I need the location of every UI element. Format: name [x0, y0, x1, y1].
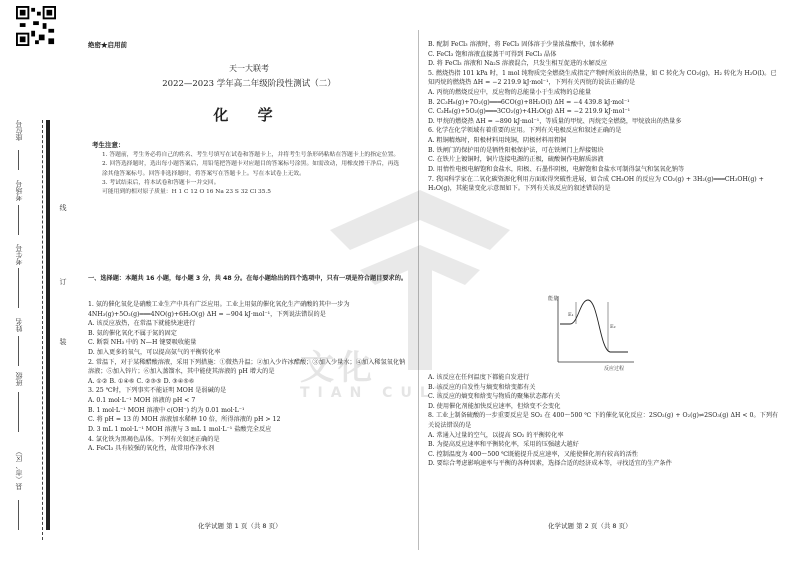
class-line	[18, 392, 19, 432]
cut-mark-line: 线	[59, 204, 67, 211]
question-text: 8. 工业上制备硫酸的一步重要反应是 SO₂ 在 400～500 ℃ 下的催化氧化反应：2SO₂(g) + O₂(g)⇌2SO₃(g) ΔH < 0。下列有关说法错误的是	[428, 412, 779, 430]
option-text: A. ①② B. ①④⑥ C. ②③⑤ D. ③④⑤⑥	[88, 377, 195, 385]
exam-room-line	[18, 205, 19, 235]
option-text: D. 将 FeCl₃ 溶液和 Na₂S 溶液混合，只发生相互促进的水解反应	[428, 60, 608, 68]
student-number-label: 考生号	[15, 244, 23, 265]
option-text: A. FeCl₃ 具有较强的氧化性，故常用作净水剂	[88, 445, 215, 453]
energy-diagram	[548, 292, 638, 372]
cut-mark-seal: 装	[59, 338, 67, 345]
qr-code	[16, 6, 56, 46]
option-text: B. 2C₃H₈(g)+7O₂(g)═══6CO(g)+8H₂O(l) ΔH = −4 439.8 kJ·mol⁻¹	[428, 98, 630, 106]
option-text: A. 粗铜精炼时，阳极材料用纯铜，阴极材料用粗铜	[428, 137, 567, 145]
energy-curve	[560, 300, 628, 352]
energy-axis-label: 能量	[548, 296, 559, 302]
notice-item: 1. 答题前，考生务必将自己的姓名、考生号填写在试卷和答题卡上，并将考生号条形码粘贴在答题卡上的指定位置。	[102, 152, 400, 158]
option-text: C. C₃H₈(g)+5O₂(g)═══3CO₂(g)+4H₂O(g) ΔH = −2 219.9 kJ·mol⁻¹	[428, 108, 631, 116]
option-text: B. 铁闸门的保护用的是牺牲阳极保护法，可在铁闸门上焊接锡块	[428, 146, 604, 154]
option-text: A. 常通入过量的空气，以提高 SO₂ 的平衡转化率	[428, 431, 564, 439]
question-text: 7. 我国科学家在二氧化碳资源化利用方面取得突破性进展，如合成 CH₃OH 的反应为 CO₂(g) + 3H₂(g)═══CH₃OH(g) + H₂O(g)，其能量变化示意图如下。下列有关该反应的叙述错误的是	[428, 175, 764, 193]
option-text: C. FeCl₃ 饱和溶液直接蒸干可得到 FeCl₃ 晶体	[428, 50, 557, 58]
binding-sidebar	[0, 0, 86, 561]
exam-organizer: 天一大联考	[229, 64, 269, 73]
notice-item: 可能用到的相对原子质量：H 1 C 12 O 16 Na 23 S 32 Cl 35.5	[102, 189, 271, 196]
option-text: B. 1 mol·L⁻¹ MOH 溶液中 c(OH⁻) 约为 0.01 mol·L⁻¹	[88, 406, 245, 414]
e1-label: E₁	[568, 312, 574, 318]
reaction-axis-label: 反应过程	[604, 366, 625, 372]
option-text: C. 该反应的熵变和焓变与物质的聚集状态都有关	[428, 393, 561, 401]
page-footer-right: 化学试题 第 2 页（共 8 页）	[548, 522, 632, 530]
exam-title: 2022—2023 学年高二年级阶段性测试（二）	[162, 79, 336, 89]
option-text: A. 该反应放热，在常温下就能快速进行	[88, 320, 196, 328]
energy-diagram-svg	[548, 292, 638, 372]
question-text: 4. 氯化铁为黑褐色晶体。下列有关叙述正确的是	[88, 435, 220, 443]
seat-number-line	[18, 150, 19, 170]
option-text: D. 用惰性电极电解饱和食盐水，阳极、石墨作阴极，电解饱和食盐水可制得氯气和氢氧化钠等	[428, 165, 685, 173]
question-text: 1. 氨的催化氧化是硝酸工业生产中具有广泛应用。工业上用氨的催化氧化生产硝酸的其中一步为 4NH₃(g)+5O₂(g)═══4NO(g)+6H₂O(g) ΔH = −904 kJ·mol⁻¹，下列说法错误的是	[88, 301, 350, 318]
question-text: 6. 化学在化学领域有着重要的应用。下列有关电极反应和叙述正确的是	[428, 127, 622, 135]
notice-item: 2. 回答选择题时，选出每小题答案后，用铅笔把答题卡对应题目的答案标号涂黑。如需改动，用橡皮擦干净后，再选涂其他答案标号。回答非选择题时，将答案写在答题卡上。写在本试卷上无效。	[102, 161, 400, 177]
student-number-line	[18, 268, 19, 308]
option-text: D. 要综合考虑影响速率与平衡的各种因素，选择合适的经济成本等，寻找适宜的生产条件	[428, 460, 672, 468]
cut-mark-bind: 订	[59, 278, 67, 285]
county-line	[18, 500, 19, 530]
seat-number-label: 座位号	[15, 120, 23, 141]
name-label: 姓名	[15, 318, 23, 332]
notice-item: 3. 考试结束后，将本试卷和答题卡一并交回。	[102, 179, 220, 186]
name-line	[18, 336, 19, 366]
secret-label: 绝密★启用前	[88, 41, 127, 49]
option-text: C. 断裂 NH₃ 中的 N—H 键要吸收能量	[88, 339, 197, 347]
option-text: D. 使用催化剂能加快反应速率，但焓变不会变化	[428, 402, 561, 410]
option-text: A. 0.1 mol·L⁻¹ MOH 溶液的 pH < 7	[88, 397, 196, 405]
notice-heading: 考生注意：	[92, 141, 125, 149]
watermark-shape	[330, 190, 510, 250]
binding-bar	[46, 120, 50, 530]
option-text: B. 为提高反应速率和平衡转化率，采用的压强越大越好	[428, 441, 579, 449]
option-text: D. 甲烷的燃烧热 ΔH = −890 kJ·mol⁻¹，等质量的甲烷、丙烷完全燃烧，甲烷放出的热量多	[428, 117, 682, 125]
page-footer-left: 化学试题 第 1 页（共 8 页）	[198, 522, 282, 530]
exam-room-label: 考场号	[15, 180, 23, 201]
class-label: 班级	[15, 372, 23, 386]
option-text: B. 该反应的自发性与熵变和焓变都有关	[428, 383, 536, 391]
question-text: 5. 燃烧热指 101 kPa 时，1 mol 纯物质完全燃烧生成指定产物时所放出的热量，如 C 转化为 CO₂(g)，H₂ 转化为 H₂O(l)。已知丙烷的燃烧热 ΔH = −2 219.9 kJ·mol⁻¹，下列有关丙烷的说法正确的是	[428, 69, 777, 87]
question-list-right-top	[428, 40, 780, 194]
option-text: C. 将 pH = 13 的 MOH 溶液加水稀释 10 倍，所得溶液的 pH > 12	[88, 416, 281, 424]
watermark-shape	[408, 260, 432, 370]
section-heading: 一、选择题：本题共 16 小题，每小题 3 分，共 48 分。在每小题给出的四个选项中，只有一项是符合题目要求的。	[88, 275, 408, 282]
qr-code-icon	[16, 6, 56, 46]
question-text: 2. 常温下，对于某稀醋酸溶液，采用下列措施：①微热升温；②加入少许冰醋酸；③加入少量水；④加入稀氢氧化钠溶液；⑤加入锌片；⑥加入蒸馏水，其中能使其溶液的 pH 增大的是	[88, 358, 406, 376]
watermark-subtext: TIAN CULT	[300, 385, 452, 401]
subject-title: 化 学	[213, 106, 285, 124]
option-text: D. 3 mL 1 mol·L⁻¹ MOH 溶液与 3 mL 1 mol·L⁻¹ 盐酸完全反应	[88, 425, 272, 433]
cut-line	[42, 120, 44, 540]
e2-label: E₂	[610, 324, 616, 330]
option-text: A. 丙烷的燃烧反应中，反应物的总能量小于生成物的总能量	[428, 89, 592, 97]
option-text: C. 控制温度为 400～500 ℃既能提升反应速率，又能使催化剂有较高的活性	[428, 450, 638, 458]
option-text: D. 加入更多的氧气，可以提高氨气的平衡转化率	[88, 349, 221, 357]
county-label: 县（市、区）	[15, 448, 23, 490]
watermark-text: 文化	[300, 348, 376, 388]
option-text: C. 在铁片上镀铜时，铜片连接电源的正极，硫酸铜作电解质溶液	[428, 156, 604, 164]
option-text: B. 氨的催化氧化不属于氮的固定	[88, 329, 177, 337]
option-text: B. 配制 FeCl₃ 溶液时，将 FeCl₃ 固体溶于少量浓盐酸中，加水稀释	[428, 41, 615, 48]
question-text: 3. 25 ℃时，下列事实不能证明 MOH 是弱碱的是	[88, 387, 227, 395]
option-text: A. 该反应在任何温度下都能自发进行	[428, 374, 530, 381]
